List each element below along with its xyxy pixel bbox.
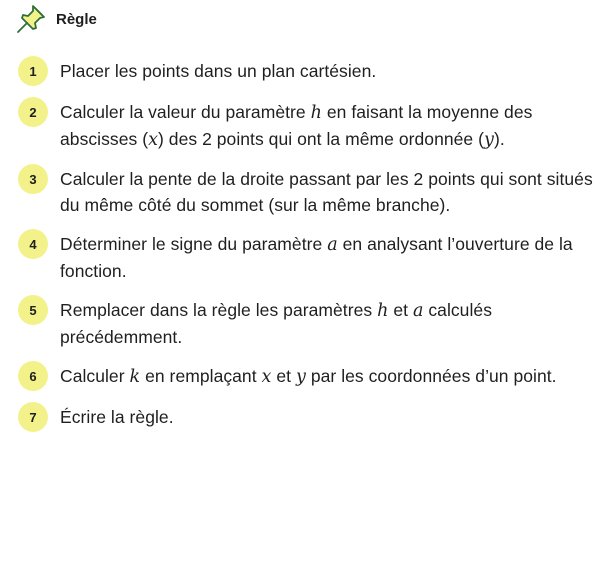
text-fragment: en analysant l’ouverture de la fonction.	[60, 234, 573, 281]
text-fragment: en faisant la moyenne des abscisses (	[60, 102, 533, 149]
step-item	[18, 99, 593, 153]
math-variable: h	[377, 301, 389, 321]
step-item	[18, 404, 593, 432]
step-text	[60, 297, 593, 350]
text-fragment: Déterminer le signe du paramètre	[60, 234, 328, 254]
step-text	[60, 99, 593, 153]
step-text	[60, 404, 174, 430]
text-fragment: ).	[493, 129, 505, 149]
math-variable: y	[484, 130, 494, 150]
step-number-badge: 4	[18, 229, 48, 259]
text-fragment: Placer les points dans un plan cartésien.	[60, 61, 377, 81]
math-variable: h	[310, 103, 322, 123]
pushpin-icon	[14, 2, 48, 36]
math-variable: x	[261, 367, 272, 387]
step-number-badge: 3	[18, 164, 48, 194]
math-variable: x	[148, 130, 158, 150]
step-number-badge: 1	[18, 56, 48, 86]
math-variable: y	[296, 367, 306, 387]
step-item	[18, 231, 593, 284]
step-item	[18, 58, 593, 86]
steps-list	[18, 58, 593, 445]
page-title: Règle	[56, 10, 97, 28]
text-fragment: Écrire la règle.	[60, 407, 174, 427]
header	[14, 2, 97, 36]
text-fragment: par les coordonnées d’un point.	[305, 366, 557, 386]
step-text	[60, 363, 557, 390]
text-fragment: Calculer	[60, 366, 130, 386]
step-text	[60, 166, 593, 218]
step-number-badge: 7	[18, 402, 48, 432]
step-text	[60, 231, 593, 284]
text-fragment: en remplaçant	[140, 366, 262, 386]
text-fragment: ) des 2 points qui ont la même ordonnée (	[158, 129, 484, 149]
text-fragment: Calculer la valeur du paramètre	[60, 102, 311, 122]
step-text	[60, 58, 376, 84]
step-item	[18, 363, 593, 391]
step-number-badge: 2	[18, 97, 48, 127]
math-variable: k	[129, 367, 141, 387]
text-fragment: Calculer la pente de la droite passant par les 2 points qui sont situés du même côté du sommet (sur la même branche).	[60, 169, 593, 215]
step-number-badge: 5	[18, 295, 48, 325]
step-number-badge: 6	[18, 361, 48, 391]
step-item	[18, 166, 593, 218]
step-item	[18, 297, 593, 350]
text-fragment: Remplacer dans la règle les paramètres	[60, 300, 378, 320]
text-fragment: calculés précédemment.	[60, 300, 492, 347]
text-fragment: et	[271, 366, 296, 386]
math-variable: a	[412, 301, 424, 321]
text-fragment: et	[388, 300, 413, 320]
math-variable: a	[327, 235, 338, 255]
